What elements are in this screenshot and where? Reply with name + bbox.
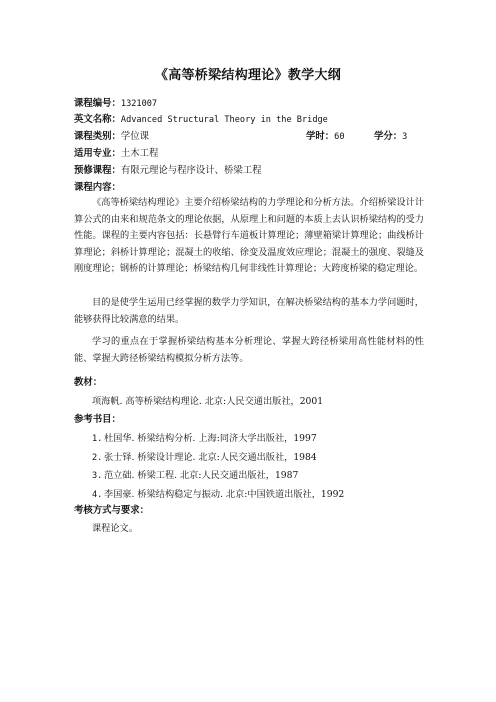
textbook-heading — [74, 376, 102, 389]
assessment-label: 考核方式与要求： — [74, 505, 150, 516]
reference-number: 1. — [92, 434, 103, 444]
english-name-value: Advanced Structural Theory in the Bridge — [120, 115, 328, 125]
course-type-row — [74, 130, 424, 143]
prereq-row — [74, 164, 262, 177]
goal-paragraph: 目的是使学生运用已经掌握的数学力学知识，在解决桥梁结构的基本力学问题时，能够获得比较满意的结果。 — [74, 297, 424, 325]
course-code-value: 1321007 — [120, 99, 158, 109]
textbook-label: 教材： — [74, 377, 103, 388]
reference-text: 张士铎. 桥梁设计理论. 北京:人民交通出版社，1984 — [104, 452, 317, 463]
course-type-value: 学位课 — [120, 131, 150, 142]
credit-value: 3 — [402, 132, 408, 142]
reference-text: 杜国华. 桥梁结构分析. 上海:同济大学出版社，1997 — [104, 433, 317, 444]
hours-group — [306, 130, 345, 144]
textbook-entry: 项海帆. 高等桥梁结构理论. 北京:人民交通出版社，2001 — [92, 396, 324, 407]
content-heading — [74, 181, 121, 194]
focus-paragraph: 学习的重点在于掌握桥梁结构基本分析理论、掌握大跨径桥梁用高性能材料的性能、掌握大跨径桥梁结构模拟分析方法等。 — [74, 336, 424, 364]
references-heading — [74, 413, 121, 426]
course-code-row — [74, 97, 157, 111]
hours-value: 60 — [334, 132, 345, 142]
references-label: 参考书目： — [74, 414, 121, 425]
assessment-heading — [74, 504, 149, 517]
credit-label: 学分： — [374, 131, 403, 142]
content-paragraph: 《高等桥梁结构理论》主要介绍桥梁结构的力学理论和分析方法。介绍桥梁设计计算公式的由来和规范条文的理论依据，从原理上和问题的本质上去认识桥梁结构的受力性能。课程的主要内容包括：长悬臂行车道板计算理论；薄壁箱梁计算理论；曲线桥计算理论；斜桥计算理论；混凝土的收缩、徐变及温度效应理论；混凝土的强度、裂缝及刚度理论；钢桥的计算理论；桥梁结构几何非线性计算理论；大跨度桥梁的稳定理论。 — [74, 197, 424, 275]
assessment-entry: 课程论文。 — [92, 523, 138, 534]
reference-number: 2. — [92, 453, 103, 463]
page-title: 《高等桥梁结构理论》教学大纲 — [154, 68, 342, 83]
credit-group — [374, 130, 407, 144]
reference-number: 3. — [92, 471, 103, 481]
course-type-label: 课程类别： — [74, 131, 121, 142]
english-name-label: 英文名称： — [74, 114, 121, 125]
major-value: 土木工程 — [120, 148, 159, 159]
reference-item — [92, 488, 344, 502]
reference-text: 范立础. 桥梁工程. 北京:人民交通出版社，1987 — [104, 470, 299, 481]
reference-item — [92, 451, 317, 465]
prereq-value: 有限元理论与程序设计、桥梁工程 — [120, 165, 262, 176]
course-code-label: 课程编号： — [74, 98, 121, 109]
major-row — [74, 147, 158, 160]
prereq-label: 预修课程： — [74, 165, 121, 176]
reference-text: 李国豪. 桥梁结构稳定与振动. 北京:中国铁道出版社，1992 — [104, 489, 345, 500]
english-name-row — [74, 113, 328, 127]
reference-item — [92, 469, 298, 483]
reference-item — [92, 432, 317, 446]
major-label: 适用专业： — [74, 148, 121, 159]
hours-label: 学时： — [306, 131, 335, 142]
content-label: 课程内容： — [74, 182, 121, 193]
reference-number: 4. — [92, 490, 103, 500]
